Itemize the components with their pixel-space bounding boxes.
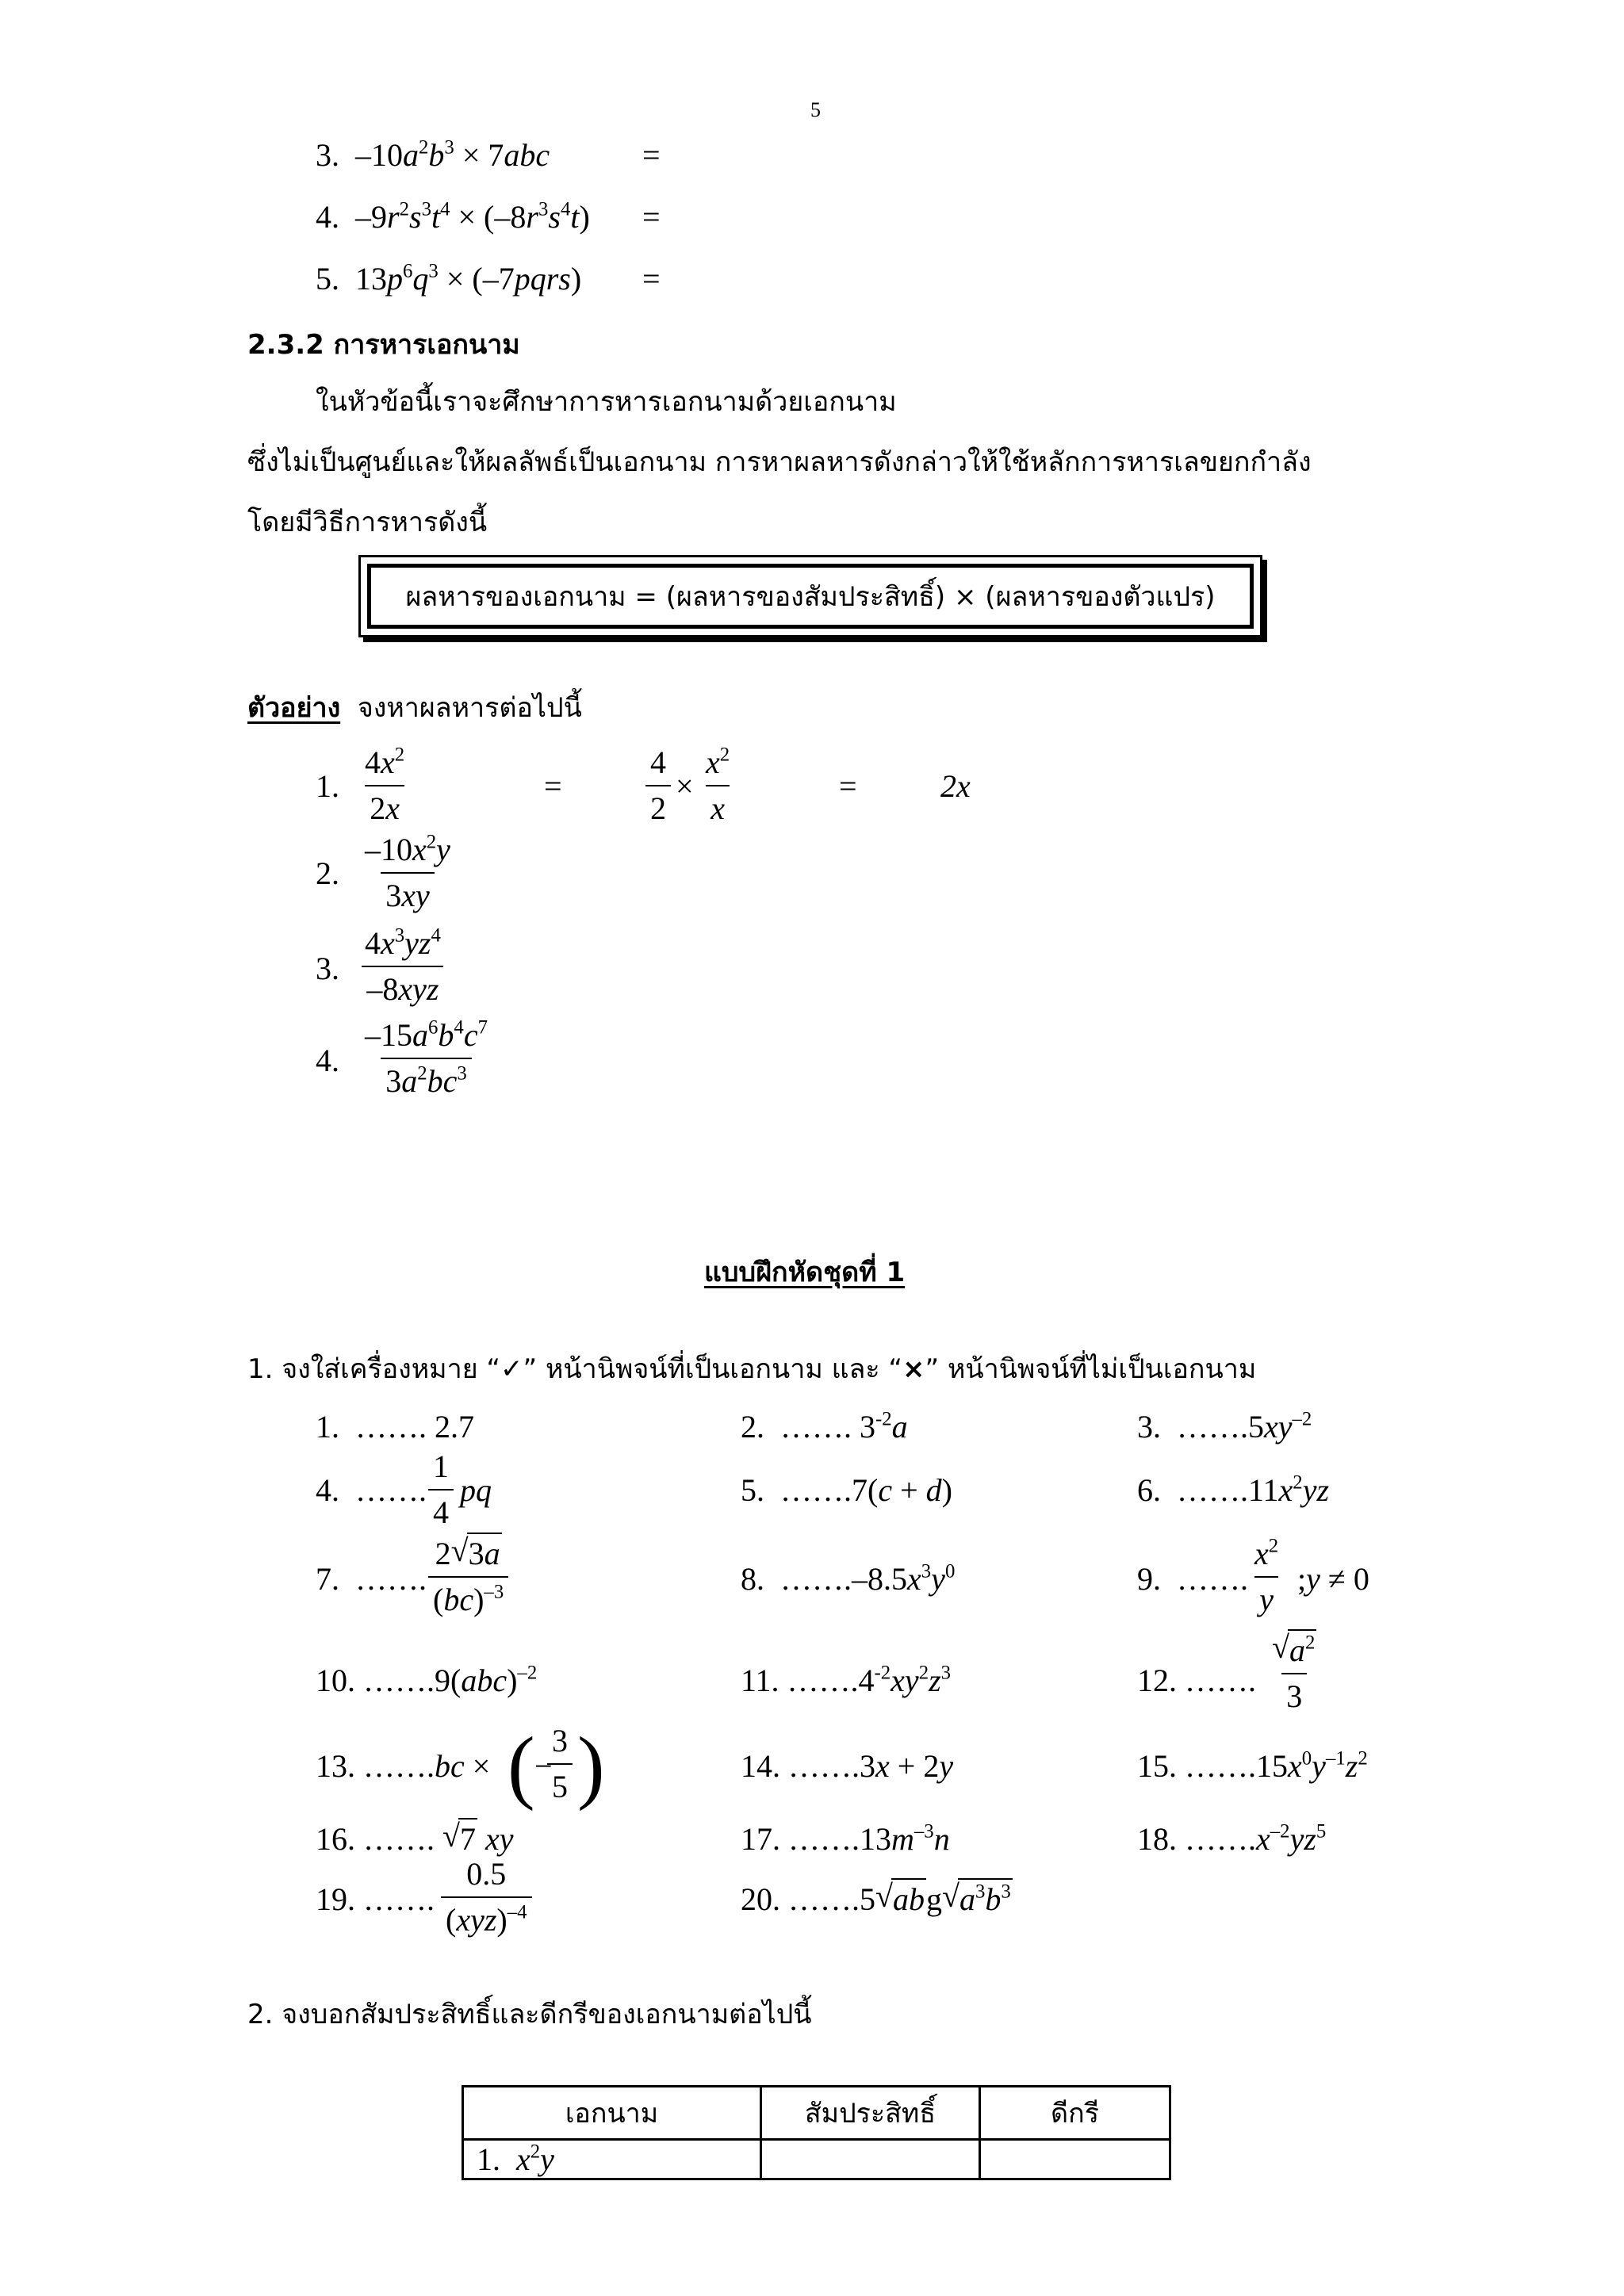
cross-mark-icon: ×	[902, 1353, 925, 1385]
mult-exercise-5: 5. $13p^6q^3$ × (–7pqrs)	[316, 260, 582, 297]
exercise-item-9: 9. …….	[1137, 1561, 1248, 1597]
header-monomial: เอกนาม	[463, 2087, 761, 2140]
question-2-instruction: 2. จงบอกสัมประสิทธิ์และดีกรีของเอกนามต่อไปนี้	[247, 1999, 812, 2030]
mult-equals-4: =	[642, 199, 661, 235]
mult-exercise-3: 3. $-10a^2b^3 \times 7abc$	[316, 136, 550, 173]
exercise-item-1: 1. ……. 2.7	[316, 1409, 474, 1445]
example-3-label: 3.	[316, 951, 339, 986]
section-paragraph-1: ในหัวข้อนี้เราจะศึกษาการหารเอกนามด้วยเอกนาม	[316, 386, 897, 418]
exercise-item-17: 17. $\dots\dots.13m^{-3}n$	[741, 1820, 950, 1857]
exercise-item-19: 19. …….	[316, 1881, 435, 1917]
exercise-item-8: 8. $\dots\dots.-8.5x^3y^0$	[741, 1560, 956, 1597]
example-instruction: จงหาผลหารต่อไปนี้	[357, 692, 582, 724]
question-1-instruction: 1. จงใส่เครื่องหมาย “✓” หน้านิพจน์ที่เป็นเอกนาม และ “×” หน้านิพจน์ที่ไม่เป็นเอกนาม	[247, 1353, 1257, 1385]
example-4-label: 4.	[316, 1043, 339, 1078]
division-rule-text: ผลหารของเอกนาม = (ผลหารของสัมประสิทธิ์) × (ผลหารของตัวแปร)	[405, 581, 1216, 613]
mult-equals-5: =	[642, 261, 661, 297]
right-paren-glyph: )	[577, 1720, 605, 1812]
example-label: ตัวอย่าง	[247, 692, 341, 724]
section-heading: 2.3.2 การหารเอกนาม	[247, 329, 520, 361]
example-1-coef-fraction: $\frac{4}{2}$	[645, 747, 671, 825]
exercise-item-15: 15. $\dots\dots.15x^0y^{-1}z^2$	[1137, 1747, 1368, 1784]
header-coefficient: สัมประสิทธิ์	[761, 2087, 980, 2140]
example-1-var-fraction: $\frac{x^2}{x}$	[706, 744, 730, 826]
division-rule-box	[358, 555, 1262, 637]
page-number: 5	[810, 98, 821, 121]
table-header-row	[463, 2087, 1170, 2140]
check-mark-icon: ✓	[500, 1353, 523, 1385]
exercise-item-18: 18. $\dots\dots.x^{-2}yz^5$	[1137, 1820, 1327, 1857]
exercise-item-10: 10. …….9(abc)$^{-2}$	[316, 1662, 538, 1698]
mult-equals-3: =	[642, 137, 661, 173]
left-paren-glyph: (	[508, 1720, 535, 1812]
example-heading	[247, 692, 582, 724]
coefficient-degree-table	[462, 2085, 1171, 2180]
times-sign: ×	[676, 768, 694, 804]
exercise-item-9-fraction: $\frac{x^2}{y}$	[1254, 1535, 1279, 1617]
exercise-title: แบบฝึกหัดชุดที่ 1	[704, 1257, 906, 1288]
exercise-item-4-vars: pq	[460, 1472, 492, 1508]
exercise-item-2: 2. ……. $3^{-2}a$	[741, 1408, 908, 1445]
example-1-equals-2: =	[839, 768, 857, 804]
example-1-label: 1.	[316, 768, 339, 804]
example-3-fraction: $4x^3yz^4$ –8xyz	[360, 928, 446, 1005]
row-1-degree-cell[interactable]	[980, 2140, 1170, 2179]
exercise-item-7-fraction: $\frac{2√ 3a}{(bc)^{-3}}$	[428, 1538, 508, 1616]
row-1-coefficient-cell[interactable]	[761, 2140, 980, 2179]
exercise-item-16: 16. ……. √ 7 xy	[316, 1823, 514, 1855]
minus-sign: −	[534, 1748, 553, 1784]
exercise-item-7: 7. …….	[316, 1561, 427, 1597]
example-1-answer: 2x	[940, 768, 971, 804]
exercise-item-13-fraction: $\frac{3}{5}$	[547, 1725, 573, 1803]
exercise-item-5: 5. …….7(c + d)	[741, 1472, 952, 1508]
row-1-monomial: 1. $x^2y$	[463, 2140, 761, 2179]
exercise-item-20: 20. …….5√ abg√ $a^3b^3$	[741, 1884, 1013, 1915]
example-4-fraction: $\frac{-15a^6b^4c^7}{3a^2bc^3}$	[365, 1016, 488, 1099]
exercise-item-13: 13. …….bc ×	[316, 1748, 491, 1784]
exercise-item-4-fraction: $\frac{1}{4}$	[428, 1451, 454, 1529]
mult-exercise-4: 4. $-9r^2s^3t^4 \times (-8r^3s^4t)$	[316, 198, 590, 235]
header-degree: ดีกรี	[980, 2087, 1170, 2140]
section-paragraph-3: โดยมีวิธีการหารดังนี้	[247, 507, 488, 538]
exercise-item-3: 3. $\dots\dots.5xy^{-2}$	[1137, 1408, 1312, 1445]
exercise-item-9-condition: ;y ≠ 0	[1297, 1561, 1369, 1597]
example-2-fraction: $\frac{-10x^2y}{3xy}$	[365, 831, 450, 913]
table-row	[463, 2140, 1170, 2179]
exercise-item-14: 14. …….3x + 2y	[741, 1748, 954, 1784]
example-2-label: 2.	[316, 855, 339, 891]
exercise-item-6: 6. $\dots\dots.11x^2yz$	[1137, 1471, 1330, 1508]
example-1-equals-1: =	[544, 768, 562, 804]
exercise-item-4: 4. …….	[316, 1472, 427, 1508]
example-1-fraction: $\frac{4x^2}{2x}$	[365, 744, 405, 826]
exercise-item-11: 11. $\dots\dots.4^{-2}xy^2z^3$	[741, 1662, 952, 1698]
section-paragraph-2: ซึ่งไม่เป็นศูนย์และให้ผลลัพธ์เป็นเอกนาม การหาผลหารดังกล่าวให้ใช้หลักการหารเลขยกกำลัง	[247, 446, 1312, 478]
exercise-item-19-fraction: 0.5 (xyz)$^{-4}$	[441, 1858, 532, 1936]
exercise-item-12: 12. …….	[1137, 1663, 1256, 1698]
exercise-item-12-fraction: √ $\frac{a^2}{3}$	[1267, 1635, 1321, 1712]
